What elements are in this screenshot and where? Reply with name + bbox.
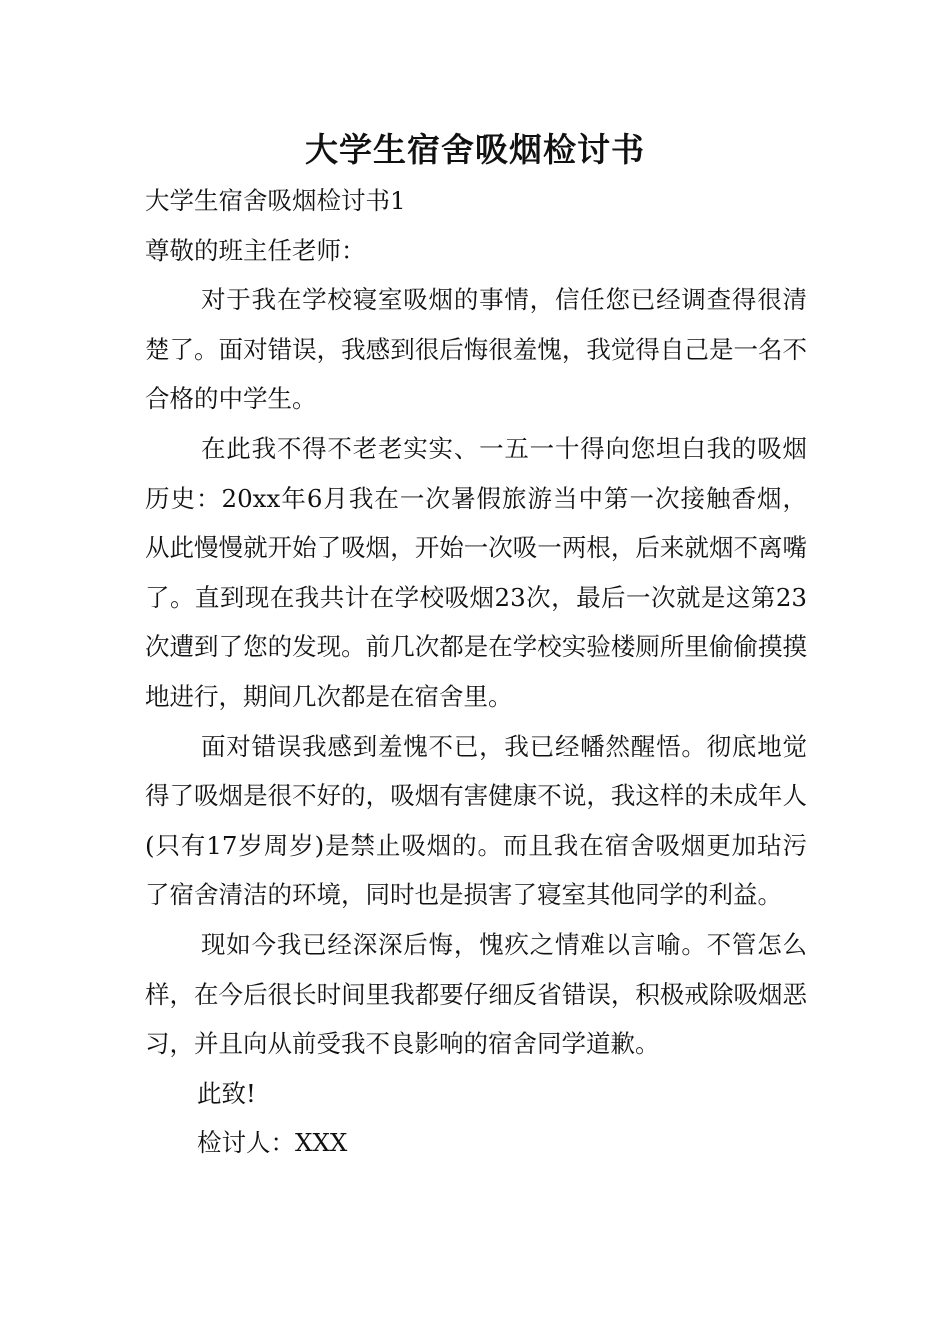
paragraph-4: 现如今我已经深深后悔，愧疚之情难以言喻。不管怎么样，在今后很长时间里我都要仔细反省错误，积极戒除吸烟恶习，并且向从前受我不良影响的宿舍同学道歉。 xyxy=(145,929,807,1059)
signature-line: 检讨人：XXX xyxy=(197,1128,348,1158)
document-title: 大学生宿舍吸烟检讨书 xyxy=(305,130,645,169)
salutation: 尊敬的班主任老师： xyxy=(145,235,366,265)
document-body xyxy=(145,176,807,1168)
paragraph-1: 对于我在学校寝室吸烟的事情，信任您已经调查得很清楚了。面对错误，我感到很后悔很羞愧，我觉得自己是一名不合格的中学生。 xyxy=(145,285,807,414)
paragraph-2: 在此我不得不老老实实、一五一十得向您坦白我的吸烟历史：20xx年6月我在一次暑假旅游当中第一次接触香烟，从此慢慢就开始了吸烟，开始一次吸一两根，后来就烟不离嘴了。直到现在我共计在学校吸烟23次，最后一次就是这第23次遭到了您的发现。前几次都是在学校实验楼厕所里偷偷摸摸地进行，期间几次都是在宿舍里。 xyxy=(145,433,807,711)
document-subtitle: 大学生宿舍吸烟检讨书1 xyxy=(145,186,406,215)
paragraph-3: 面对错误我感到羞愧不已，我已经幡然醒悟。彻底地觉得了吸烟是很不好的，吸烟有害健康不说，我这样的未成年人(只有17岁周岁)是禁止吸烟的。而且我在宿舍吸烟更加玷污了宿舍清洁的环境，同时也是损害了寝室其他同学的利益。 xyxy=(145,731,807,910)
closing-line: 此致! xyxy=(197,1078,256,1108)
